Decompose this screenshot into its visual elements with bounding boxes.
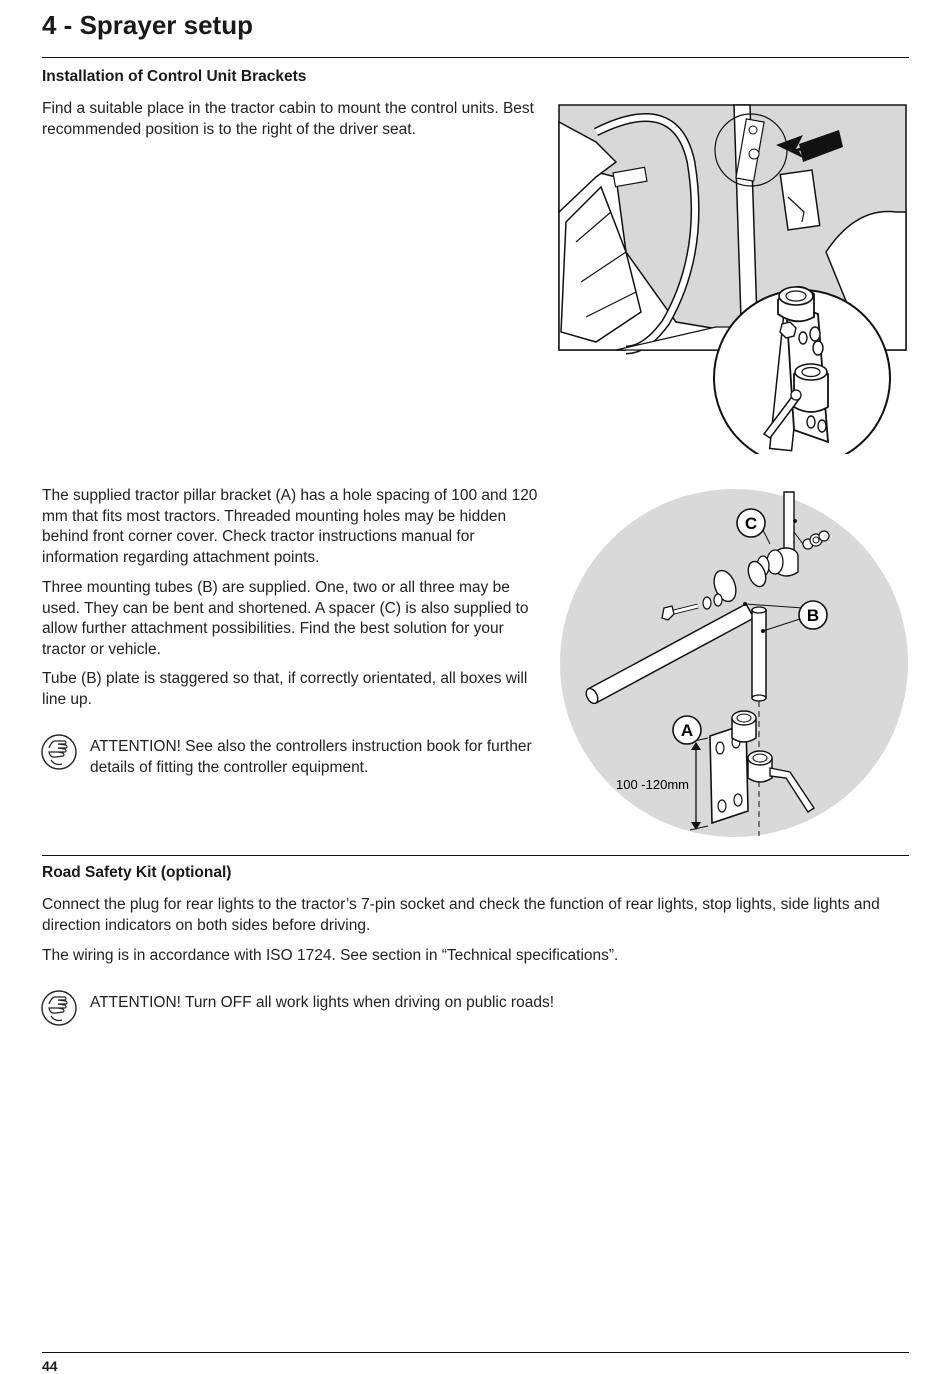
text-line: used. They can be bent and shortened. A spacer (C) is also supplied to — [42, 599, 529, 617]
paragraph-rear-lights — [42, 895, 880, 936]
dimension-label: 100 -120mm — [616, 777, 689, 792]
paragraph-wiring-iso: The wiring is in accordance with ISO 1724. See section in “Technical specifications”. — [42, 947, 619, 964]
section-heading-road-safety-kit: Road Safety Kit (optional) — [42, 864, 232, 881]
text-line: behind front corner cover. Check tractor instructions manual for — [42, 528, 475, 545]
text-line: direction indicators on both sides before driving. — [42, 916, 371, 934]
section-rule — [42, 855, 909, 856]
pointing-hand-icon — [40, 988, 78, 1028]
text-line: ATTENTION! See also the controllers instruction book for further — [90, 738, 532, 755]
text-line: Tube (B) plate is staggered so that, if correctly orientated, all boxes will — [42, 670, 528, 687]
callout-label-c: C — [744, 514, 758, 533]
paragraph-tube-plate — [42, 669, 527, 710]
figure-bracket-assembly — [558, 486, 910, 840]
text-line: Find a suitable place in the tractor cabin to mount the control units. Best — [42, 100, 534, 117]
callout-label-a: A — [680, 721, 694, 740]
text-line: allow further attachment possibilities. Find the best solution for your — [42, 620, 504, 637]
section-heading-control-unit-brackets: Installation of Control Unit Brackets — [42, 68, 307, 85]
figure-tractor-cabin-bracket — [556, 102, 908, 454]
paragraph-pillar-bracket — [42, 486, 537, 568]
attention-note-work-lights: ATTENTION! Turn OFF all work lights when driving on public roads! — [90, 994, 555, 1011]
text-line: mm that fits most tractors. Threaded mounting holes may be hidden — [42, 507, 507, 525]
header-rule — [42, 57, 909, 58]
callout-label-b: B — [806, 606, 820, 625]
text-line: The supplied tractor pillar bracket (A) has a hole spacing of 100 and 120 — [42, 487, 538, 504]
text-line: Three mounting tubes (B) are supplied. One, two or all three may be — [42, 579, 510, 596]
page-number: 44 — [42, 1358, 58, 1374]
chapter-title: 4 - Sprayer setup — [42, 10, 253, 40]
paragraph-mounting-tubes — [42, 578, 529, 660]
text-line: line up. — [42, 690, 92, 708]
text-line: information regarding attachment points. — [42, 548, 320, 566]
footer-rule — [42, 1352, 909, 1353]
text-line: recommended position is to the right of the driver seat. — [42, 120, 416, 138]
pointing-hand-icon — [40, 732, 78, 772]
intro-paragraph — [42, 99, 534, 140]
text-line: details of fitting the controller equipment. — [90, 758, 369, 776]
text-line: Connect the plug for rear lights to the tractor’s 7-pin socket and check the function of rear lights, stop lights, side lights and — [42, 896, 880, 913]
attention-note-controllers — [90, 737, 532, 778]
text-line: tractor or vehicle. — [42, 640, 161, 658]
